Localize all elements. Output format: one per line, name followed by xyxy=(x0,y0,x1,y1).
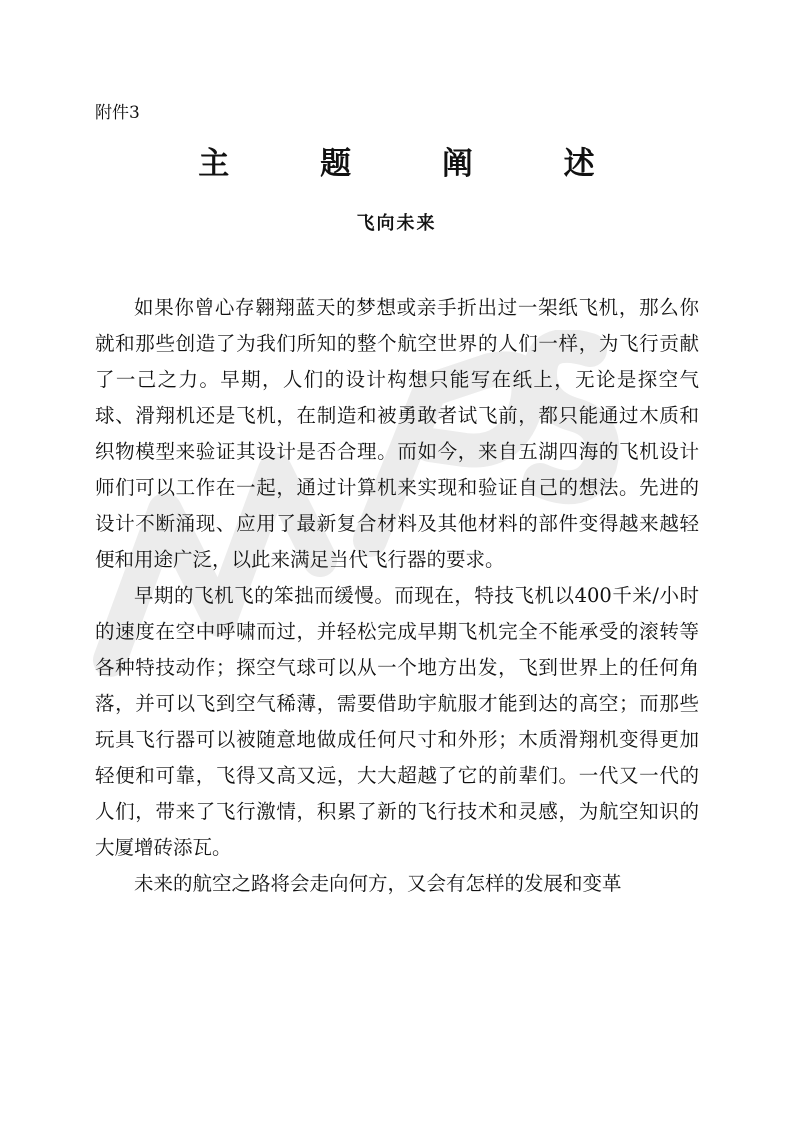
paragraph: 早期的飞机飞的笨拙而缓慢。而现在，特技飞机以400千米/小时的速度在空中呼啸而过，并轻松完成早期飞机完全不能承受的滚转等各种特技动作；探空气球可以从一个地方出发，飞到世界上的任何角落，并可以飞到空气稀薄，需要借助宇航服才能到达的高空；而那些玩具飞行器可以被随意地做成任何尺寸和外形；木质滑翔机变得更加轻便和可靠，飞得又高又远，大大超越了它的前辈们。一代又一代的人们，带来了飞行激情，积累了新的飞行技术和灵感，为航空知识的大厦增砖添瓦。 xyxy=(95,584,699,859)
body-text xyxy=(95,290,699,902)
paragraph: 未来的航空之路将会走向何方，又会有怎样的发展和变革 xyxy=(134,872,622,895)
document-subtitle: 飞向未来 xyxy=(356,213,437,234)
attachment-label: 附件3 xyxy=(95,103,140,123)
paragraph: 如果你曾心存翱翔蓝天的梦想或亲手折出过一架纸飞机，那么你就和那些创造了为我们所知的整个航空世界的人们一样，为飞行贡献了一己之力。早期，人们的设计构想只能写在纸上，无论是探空气球、滑翔机还是飞机，在制造和被勇敢者试飞前，都只能通过木质和织物模型来验证其设计是否合理。而如今，来自五湖四海的飞机设计师们可以工作在一起，通过计算机来实现和验证自己的想法。先进的设计不断涌现、应用了最新复合材料及其他材料的部件变得越来越轻便和用途广泛，以此来满足当代飞行器的要求。 xyxy=(95,296,699,571)
document-title: 主 题 阐 述 xyxy=(198,146,635,182)
